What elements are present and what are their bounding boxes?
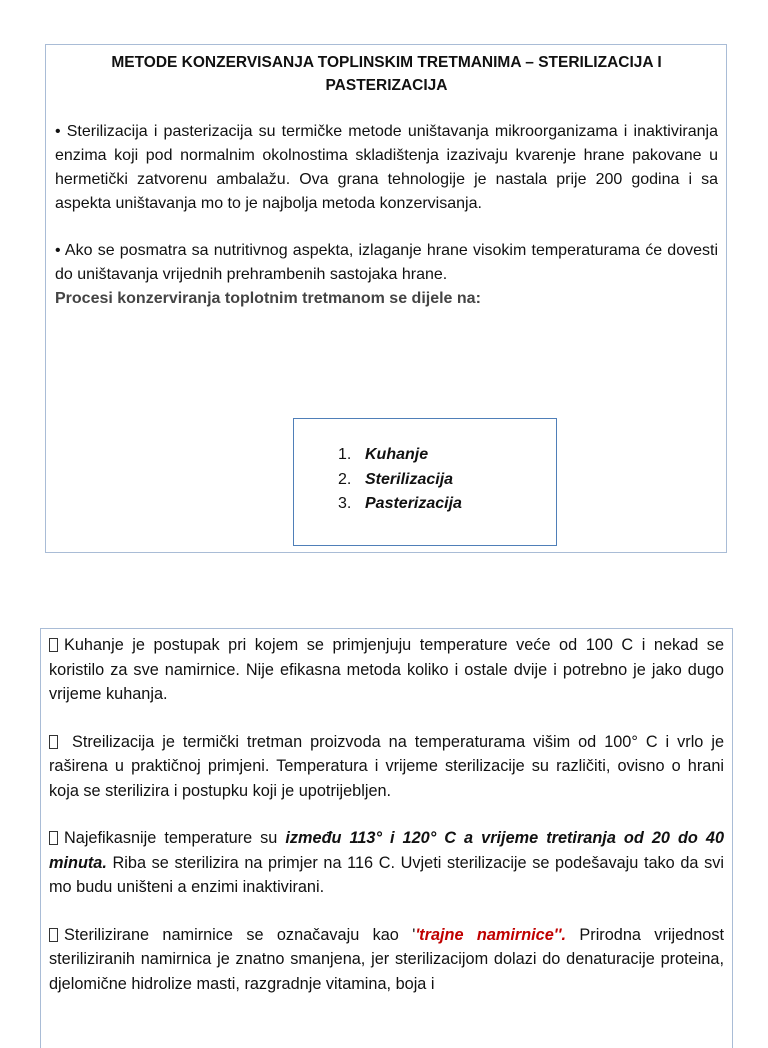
- kuhanje-paragraph: Kuhanje je postupak pri kojem se primjenjuju temperature veće od 100 C i nekad se koristilo za sve namirnice. Nije efikasna metoda koliko i ostale dvije i potrebno je jako dugo vrijeme kuhanja.: [49, 636, 724, 703]
- page-title: METODE KONZERVISANJA TOPLINSKIM TRETMANIMA – STERILIZACIJA I PASTERIZACIJA: [111, 54, 662, 94]
- bullet-box-icon: [49, 928, 58, 942]
- bullet-box-icon: [49, 735, 58, 749]
- bullet-box-icon: [49, 638, 58, 652]
- list-item: 3. Pasterizacija: [338, 495, 462, 512]
- process-list: [338, 443, 462, 517]
- details-box: [40, 628, 733, 1048]
- temperature-paragraph: Najefikasnije temperature su između 113° i 120° C a vrijeme tretiranja od 20 do 40 minuta. Riba se sterilizira na primjer na 116 C. Uvjeti sterilizacije se podešavaju tako da svi mo budu uništeni a enzimi inaktivirani.: [49, 829, 724, 896]
- intro-paragraph-2: • Ako se posmatra sa nutritivnog aspekta, izlaganje hrane visokim temperaturama će dovesti do uništavanja vrijednih prehrambenih sastojaka hrane.: [55, 242, 718, 283]
- list-item: 2. Sterilizacija: [338, 470, 454, 488]
- bullet-box-icon: [49, 831, 58, 845]
- list-item: 1. Kuhanje: [338, 446, 429, 463]
- process-list-box: [293, 418, 557, 546]
- processes-subheading: Procesi konzerviranja toplotnim tretmanom se dijele na:: [55, 290, 481, 307]
- trajne-namirnice-paragraph: Sterilizirane namirnice se označavaju kao ''trajne namirnice''. Prirodna vrijednost steriliziranih namirnica je znatno smanjena, jer sterilizacijom dolazi do denaturacije proteina, djelomične hidrolize masti, razgradnje vitamina, boja i: [49, 925, 724, 993]
- intro-paragraph-1: • Sterilizacija i pasterizacija su termičke metode uništavanja mikroorganizama i inaktiviranja enzima koji pod normalnim okolnostima skladištenja izazivaju kvarenje hrane pakovane u hermetički zatvorenu ambalažu. Ova grana tehnologije je nastala prije 200 godina i sa aspekta uništavanja mo to je najbolja metoda konzervisanja.: [55, 123, 718, 212]
- sterilizacija-paragraph: Streilizacija je termički tretman proizvoda na temperaturama višim od 100° C i vrlo je raširena u praktičnoj primjeni. Temperatura i vrijeme sterilizacije su različiti, ovisno o hrani koja se sterilizira i postupku koji je upotrijebljen.: [49, 732, 724, 800]
- intro-box: [45, 44, 727, 553]
